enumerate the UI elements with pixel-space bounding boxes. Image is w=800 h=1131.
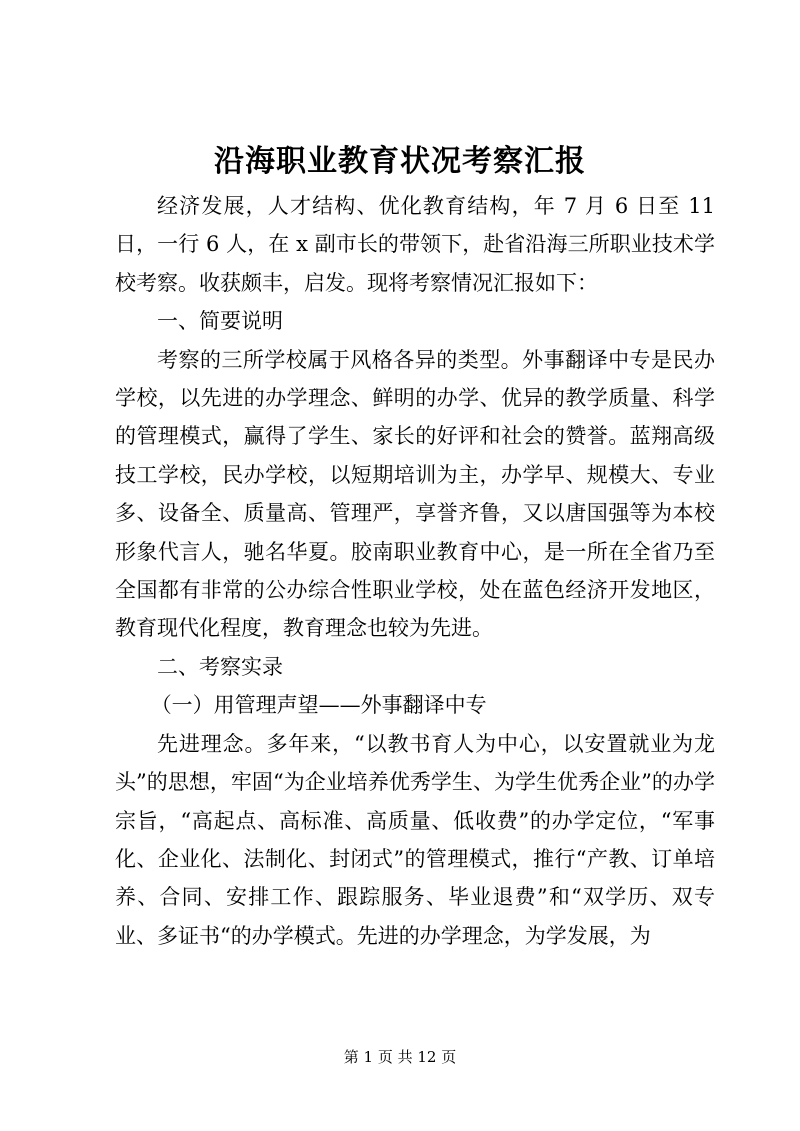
overview-paragraph: 考察的三所学校属于风格各异的类型。外事翻译中专是民办学校，以先进的办学理念、鲜明的办学、优异的教学质量、科学的管理模式，赢得了学生、家长的好评和社会的赞誉。蓝翔高级技工学校，民办学校，以短期培训为主，办学早、规模大、专业多、设备全、质量高、管理严，享誉齐鲁，又以唐国强等为本校形象代言人，驰名华夏。胶南职业教育中心，是一所在全省乃至全国都有非常的公办综合性职业学校，处在蓝色经济开发地区，教育现代化程度，教育理念也较为先进。 (115, 347, 715, 641)
section-heading-overview: 一、简要说明 (157, 309, 283, 334)
intro-paragraph: 经济发展，人才结构、优化教育结构，年 7 月 6 日至 11 日，一行 6 人，在 x 副市长的带领下，赴省沿海三所职业技术学校考察。收获颇丰，启发。现将考察情况汇报如下： (115, 194, 715, 295)
subsection-heading-1: （一）用管理声望——外事翻译中专 (150, 693, 487, 718)
section-heading-record: 二、考察实录 (157, 654, 283, 679)
document-body (115, 187, 715, 955)
page-footer: 第 1 页 共 12 页 (343, 1048, 457, 1066)
record-paragraph-1: 先进理念。多年来，“以教书育人为中心，以安置就业为龙头”的思想，牢固“为企业培养优秀学生、为学生优秀企业”的办学宗旨，“高起点、高标准、高质量、低收费”的办学定位，“军事化、企业化、法制化、封闭式”的管理模式，推行“产教、订单培养、合同、安排工作、跟踪服务、毕业退费”和“双学历、双专业、多证书“的办学模式。先进的办学理念，为学发展，为 (115, 731, 715, 948)
document-title: 沿海职业教育状况考察汇报 (214, 144, 586, 179)
